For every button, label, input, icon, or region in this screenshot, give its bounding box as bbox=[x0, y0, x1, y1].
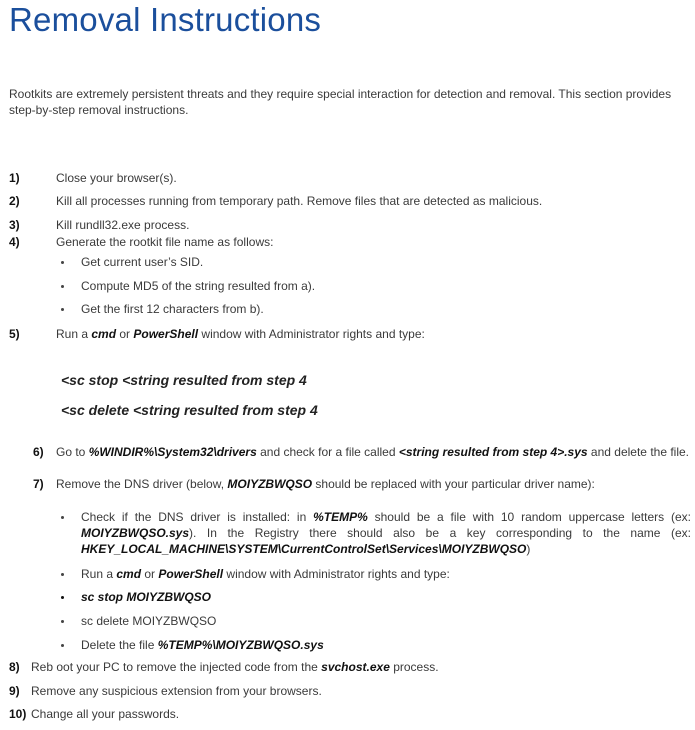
step-number: 2) bbox=[9, 194, 20, 208]
step-text: Kill all processes running from temporary path. Remove files that are detected as malicious. bbox=[56, 194, 543, 208]
step-number: 6) bbox=[33, 445, 44, 459]
command-line: sc delete MOIYZBWQSO bbox=[81, 614, 217, 628]
bullet-dot bbox=[61, 516, 64, 519]
step-number: 3) bbox=[9, 218, 20, 232]
bullet-dot bbox=[61, 285, 64, 288]
step-text: Remove the DNS driver (below, MOIYZBWQSO should be replaced with your particular driver name): bbox=[56, 477, 595, 491]
step-text: Run a cmd or PowerShell window with Administrator rights and type: bbox=[56, 327, 425, 341]
sub-step-text: Check if the DNS driver is installed: in %TEMP% should be a file with 10 random uppercase letters (ex: MOIYZBWQSO.sys). In the Registry there should also be a key corresponding to the name (ex: HKEY_LOCAL_MACHINE\SYSTEM\CurrentControlSet\Services\MOIYZBWQSO) bbox=[81, 510, 691, 556]
sub-step-text: Get current user’s SID. bbox=[81, 255, 204, 269]
sub-step-text: Get the first 12 characters from b). bbox=[81, 302, 264, 316]
step-text: Generate the rootkit file name as follows: bbox=[56, 235, 274, 249]
bullet-dot bbox=[61, 308, 64, 311]
intro-paragraph: Rootkits are extremely persistent threats and they require special interaction for detection and removal. This section provides step-by-step removal instructions. bbox=[9, 87, 672, 117]
step-text: Go to %WINDIR%\System32\drivers and check for a file called <string resulted from step 4>.sys and delete the file. bbox=[56, 445, 690, 459]
step-number: 9) bbox=[9, 684, 20, 698]
step-number: 7) bbox=[33, 477, 44, 491]
step-text: Close your browser(s). bbox=[56, 171, 177, 185]
bullet-dot bbox=[61, 261, 64, 264]
command-line: <sc stop <string resulted from step 4 bbox=[61, 372, 307, 388]
sub-step-text: Run a cmd or PowerShell window with Administrator rights and type: bbox=[81, 567, 450, 581]
step-text: Change all your passwords. bbox=[31, 707, 180, 721]
step-text: Reb oot your PC to remove the injected code from the svchost.exe process. bbox=[31, 660, 439, 674]
step-text: Kill rundll32.exe process. bbox=[56, 218, 190, 232]
step-number: 5) bbox=[9, 327, 20, 341]
sub-step-text: Delete the file %TEMP%\MOIYZBWQSO.sys bbox=[81, 638, 324, 652]
command-line: <sc delete <string resulted from step 4 bbox=[61, 402, 318, 418]
step-number: 10) bbox=[9, 707, 27, 721]
sub-step-text: Compute MD5 of the string resulted from a). bbox=[81, 279, 316, 293]
step-number: 4) bbox=[9, 235, 20, 249]
bullet-dot bbox=[61, 596, 64, 599]
step-text: Remove any suspicious extension from your browsers. bbox=[31, 684, 322, 698]
command-line: sc stop MOIYZBWQSO bbox=[81, 590, 212, 604]
step-number: 1) bbox=[9, 171, 20, 185]
step-number: 8) bbox=[9, 660, 20, 674]
bullet-dot bbox=[61, 573, 64, 576]
bullet-dot bbox=[61, 644, 64, 647]
bullet-dot bbox=[61, 620, 64, 623]
page-title: Removal Instructions bbox=[9, 1, 322, 38]
